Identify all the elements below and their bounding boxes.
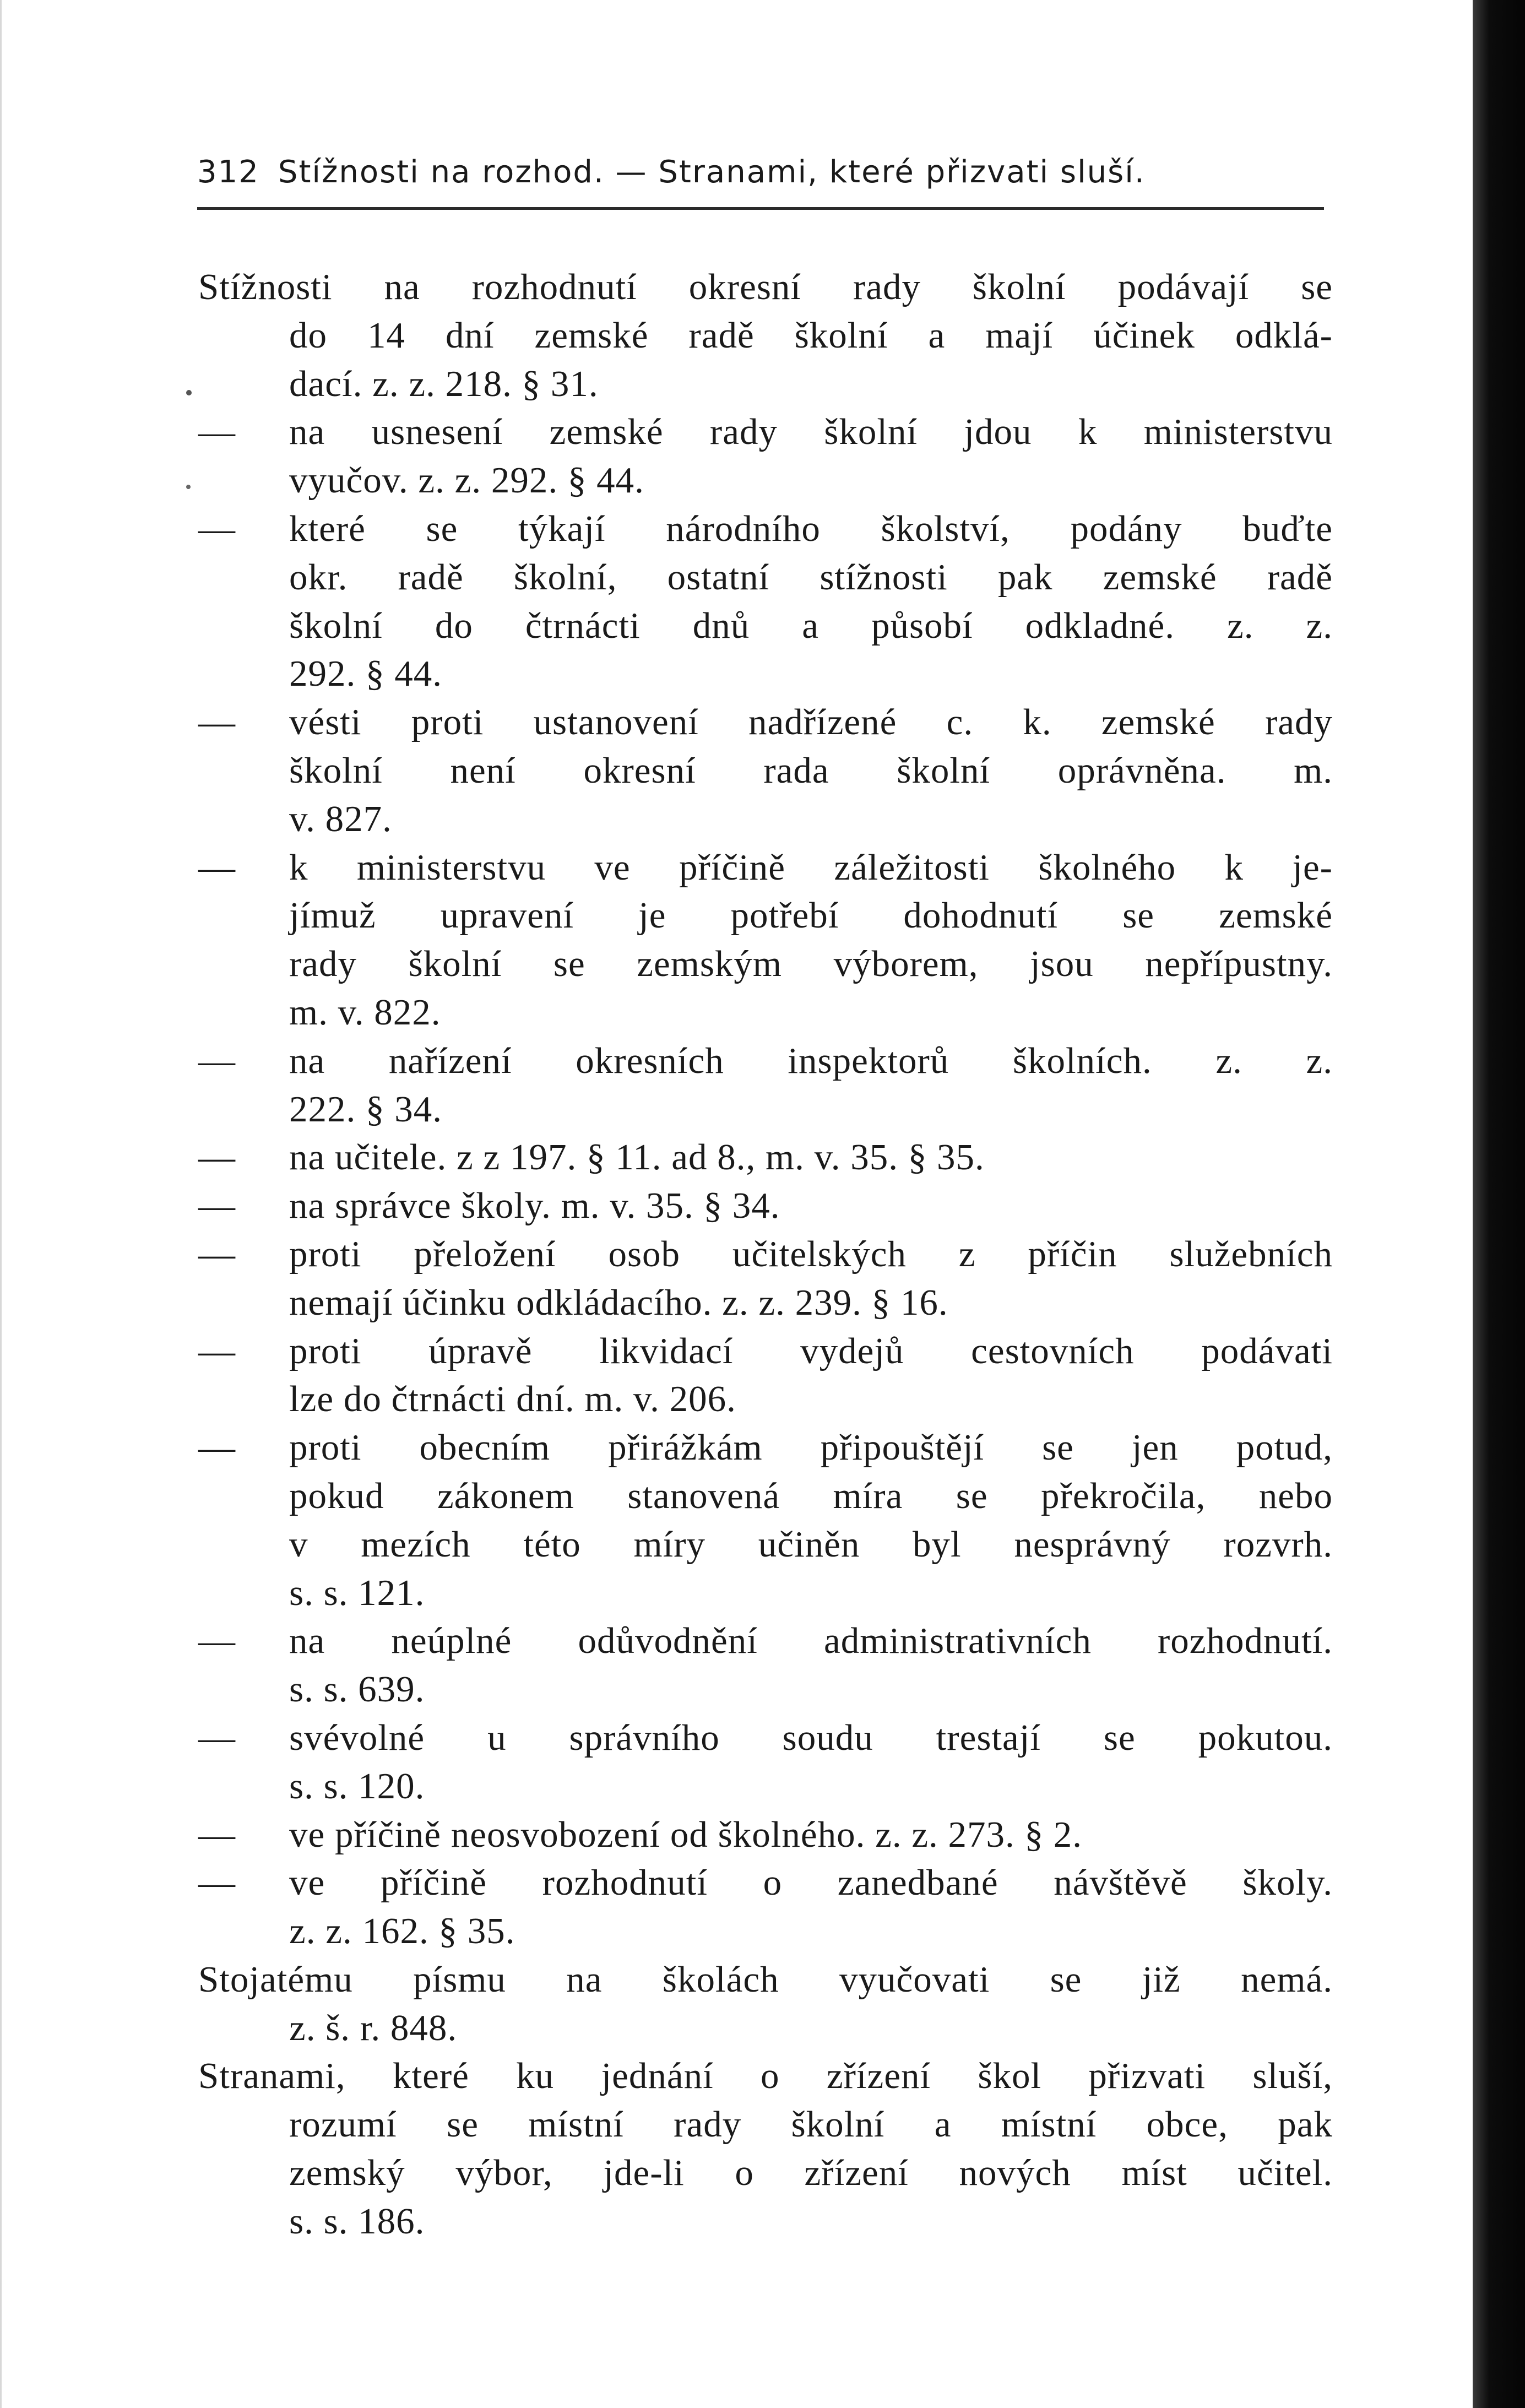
entry-text: proti úpravě likvidací vydejů cestovních podávati bbox=[289, 1330, 1333, 1371]
entry-dash: — bbox=[198, 508, 236, 549]
scan-right-border bbox=[1473, 0, 1525, 2408]
main-entry bbox=[198, 2052, 1333, 2246]
entry-line: rozumí se místní rady školní a místní obce, pak bbox=[289, 2104, 1333, 2145]
entry-line bbox=[198, 892, 1333, 940]
entry-line bbox=[198, 940, 1333, 989]
entry-line bbox=[198, 1714, 1333, 1762]
entry-text: nemají účinku odkládacího. z. z. 239. § 16. bbox=[289, 1282, 948, 1323]
entry-dash: — bbox=[198, 1862, 236, 1903]
entry-text: s. s. 120. bbox=[289, 1765, 425, 1807]
entry-line bbox=[198, 1907, 1333, 1956]
entry-dash: — bbox=[198, 1185, 236, 1227]
entry-line bbox=[198, 1230, 1333, 1279]
entry-line bbox=[198, 650, 1333, 698]
entry-dash: — bbox=[198, 1620, 236, 1662]
entry-line bbox=[198, 1666, 1333, 1714]
entry-line bbox=[198, 505, 1333, 554]
entry-line bbox=[198, 1424, 1333, 1472]
entry-dash: — bbox=[198, 1717, 236, 1758]
entry-text: svévolné u správního soudu trestají se pokutou. bbox=[289, 1717, 1333, 1758]
entry-text: na učitele. z z 197. § 11. ad 8., m. v. 35. § 35. bbox=[289, 1137, 985, 1178]
entry-text: v mezích této míry učiněn byl nesprávný rozvrh. bbox=[289, 1523, 1333, 1565]
entry-line: dací. z. z. 218. § 31. bbox=[289, 363, 599, 404]
entry-text: z. z. 162. § 35. bbox=[289, 1911, 515, 1952]
entry-text: školní není okresní rada školní oprávněna. m. bbox=[289, 750, 1333, 791]
entry-line bbox=[198, 1811, 1333, 1859]
sub-entry bbox=[198, 698, 1333, 843]
entry-dash: — bbox=[198, 1233, 236, 1274]
sub-entry bbox=[198, 408, 1333, 505]
entry-text: na neúplné odůvodnění administrativních rozhodnutí. bbox=[289, 1620, 1333, 1662]
entry-line bbox=[198, 698, 1333, 747]
entry-line bbox=[198, 989, 1333, 1037]
entry-line bbox=[198, 1279, 1333, 1327]
entry-text: pokud zákonem stanovená míra se překročila, nebo bbox=[289, 1475, 1333, 1516]
entry-line bbox=[198, 747, 1333, 795]
entry-text: proti obecním přirážkám připouštějí se jen potud, bbox=[289, 1427, 1333, 1468]
entry-line bbox=[198, 408, 1333, 457]
entry-line bbox=[198, 1569, 1333, 1618]
entry-line bbox=[198, 457, 1333, 505]
entry-line bbox=[198, 795, 1333, 844]
entry-text: vyučov. z. z. 292. § 44. bbox=[289, 460, 644, 501]
entry-text: okr. radě školní, ostatní stížnosti pak zemské radě bbox=[289, 556, 1333, 598]
entry-text: ve příčině rozhodnutí o zanedbané návštěvě školy. bbox=[289, 1862, 1333, 1903]
entry-line bbox=[198, 1134, 1333, 1182]
sub-entry bbox=[198, 1327, 1333, 1424]
entry-dash: — bbox=[198, 1330, 236, 1371]
entry-text: vésti proti ustanovení nadřízené c. k. zemské rady bbox=[289, 702, 1333, 743]
entry-dash: — bbox=[198, 702, 236, 743]
running-title: Stížnosti na rozhod. — Stranami, které přizvati sluší. bbox=[278, 154, 1146, 190]
entry-line bbox=[198, 1521, 1333, 1569]
entry-text: k ministerstvu ve příčině záležitosti školného k je- bbox=[289, 847, 1333, 888]
entry-dash: — bbox=[198, 411, 236, 453]
entry-text: jímuž upravení je potřebí dohodnutí se zemské bbox=[289, 895, 1333, 936]
index-entries bbox=[198, 263, 1333, 2246]
entry-line: Stížnosti na rozhodnutí okresní rady školní podávají se bbox=[198, 267, 1333, 307]
entry-text: které se týkají národního školství, podány buďte bbox=[289, 508, 1333, 549]
entry-text: 292. § 44. bbox=[289, 653, 442, 695]
entry-line: Stranami, které ku jednání o zřízení škol přizvati sluší, bbox=[198, 2056, 1333, 2097]
entry-line bbox=[198, 1762, 1333, 1811]
sub-entry bbox=[198, 1134, 1333, 1182]
header-rule bbox=[197, 207, 1324, 210]
entry-text: s. s. 121. bbox=[289, 1572, 425, 1613]
main-entry bbox=[198, 263, 1333, 408]
entry-line bbox=[198, 1859, 1333, 1907]
sub-entry bbox=[198, 1811, 1333, 1859]
entry-line: s. s. 186. bbox=[289, 2200, 425, 2242]
entry-line bbox=[198, 1375, 1333, 1424]
sub-entry bbox=[198, 1617, 1333, 1714]
entry-dash: — bbox=[198, 1427, 236, 1468]
entry-line: z. š. r. 848. bbox=[289, 2007, 458, 2048]
main-entry bbox=[198, 1956, 1333, 2053]
entry-text: m. v. 822. bbox=[289, 991, 441, 1033]
entry-text: na správce školy. m. v. 35. § 34. bbox=[289, 1185, 780, 1227]
entry-line bbox=[198, 554, 1333, 602]
entry-line bbox=[198, 1086, 1333, 1134]
entry-line bbox=[198, 1182, 1333, 1230]
entry-text: školní do čtrnácti dnů a působí odkladné. z. z. bbox=[289, 605, 1333, 646]
entry-line: Stojatému písmu na školách vyučovati se již nemá. bbox=[198, 1959, 1333, 2000]
entry-text: proti přeložení osob učitelských z příčin služebních bbox=[289, 1233, 1333, 1274]
scan-left-edge bbox=[0, 0, 2, 2408]
entry-line bbox=[198, 1472, 1333, 1521]
entry-line bbox=[198, 844, 1333, 892]
entry-text: v. 827. bbox=[289, 798, 392, 839]
entry-line bbox=[198, 1617, 1333, 1666]
entry-text: na nařízení okresních inspektorů školních. z. z. bbox=[289, 1040, 1333, 1081]
entry-text: ve příčině neosvobození od školného. z. z. 273. § 2. bbox=[289, 1814, 1083, 1855]
entry-line bbox=[198, 602, 1333, 650]
entry-dash: — bbox=[198, 1040, 236, 1081]
sub-entry bbox=[198, 505, 1333, 698]
entry-dash: — bbox=[198, 1814, 236, 1855]
sub-entry bbox=[198, 1230, 1333, 1327]
entry-text: rady školní se zemským výborem, jsou nepřípustny. bbox=[289, 943, 1333, 985]
sub-entry bbox=[198, 1182, 1333, 1230]
entry-line bbox=[198, 1327, 1333, 1376]
entry-text: lze do čtrnácti dní. m. v. 206. bbox=[289, 1379, 736, 1420]
sub-entry bbox=[198, 1037, 1333, 1134]
entry-text: na usnesení zemské rady školní jdou k ministerstvu bbox=[289, 411, 1333, 453]
print-speck bbox=[186, 485, 191, 489]
entry-dash: — bbox=[198, 847, 236, 888]
entry-text: 222. § 34. bbox=[289, 1088, 442, 1130]
entry-dash: — bbox=[198, 1137, 236, 1178]
entry-text: s. s. 639. bbox=[289, 1669, 425, 1710]
sub-entry bbox=[198, 844, 1333, 1037]
sub-entry bbox=[198, 1859, 1333, 1956]
entry-line: zemský výbor, jde-li o zřízení nových míst učitel. bbox=[289, 2152, 1333, 2194]
entry-line: do 14 dní zemské radě školní a mají účinek odklá- bbox=[289, 314, 1333, 356]
page-number: 312 bbox=[197, 154, 259, 190]
print-speck bbox=[186, 390, 192, 395]
running-header bbox=[197, 148, 1299, 197]
entry-line bbox=[198, 1037, 1333, 1086]
sub-entry bbox=[198, 1424, 1333, 1617]
sub-entry bbox=[198, 1714, 1333, 1811]
